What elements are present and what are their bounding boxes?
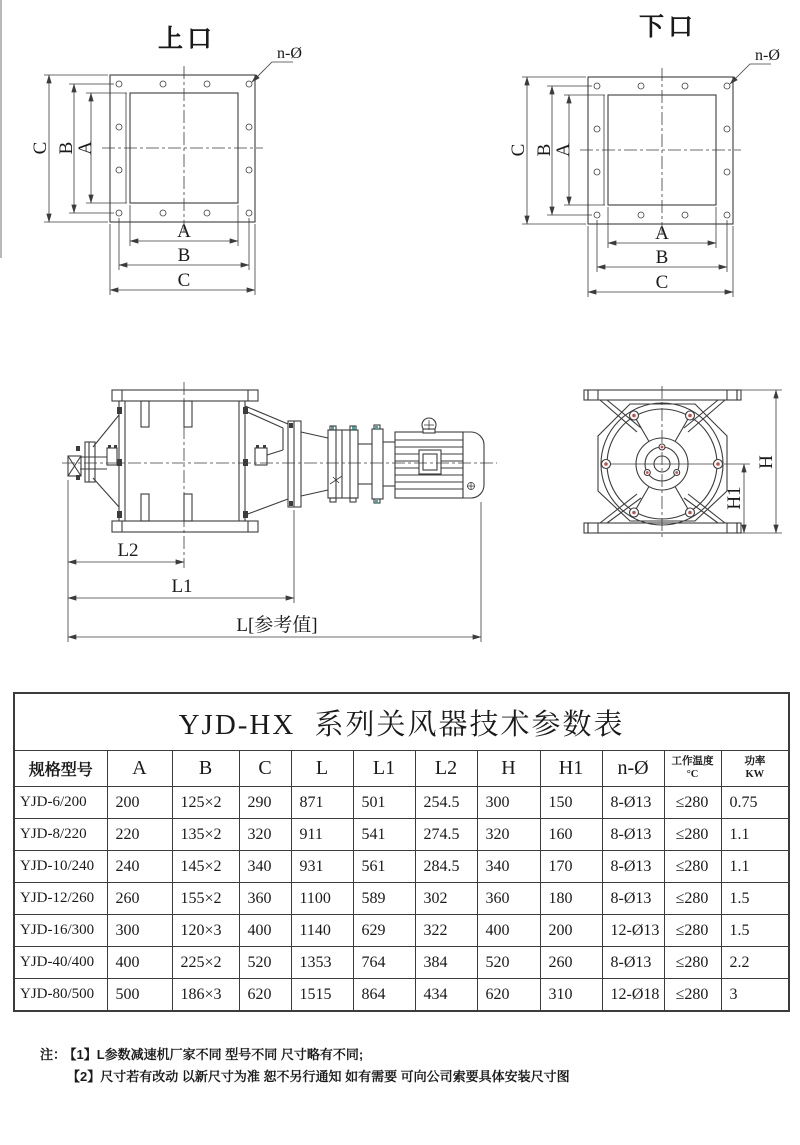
table-cell: 300 xyxy=(477,787,540,819)
table-cell: 541 xyxy=(353,819,415,851)
col-header-l2: L2 xyxy=(415,751,477,787)
table-cell: 400 xyxy=(107,947,172,979)
table-cell: 400 xyxy=(239,915,291,947)
table-cell: 200 xyxy=(540,915,602,947)
col-header-bolt: n-Ø xyxy=(602,751,664,787)
table-cell: 240 xyxy=(107,851,172,883)
table-cell: YJD-10/240 xyxy=(14,851,107,883)
table-cell: 629 xyxy=(353,915,415,947)
scan-edge-artifact xyxy=(0,0,2,258)
col-header-b: B xyxy=(172,751,239,787)
table-row xyxy=(14,819,789,851)
flange-drawing-top-port xyxy=(30,45,302,295)
table-cell: ≤280 xyxy=(664,883,721,915)
table-row xyxy=(14,883,789,915)
table-cell: 300 xyxy=(107,915,172,947)
notes xyxy=(40,1044,570,1088)
table-cell: 186×3 xyxy=(172,979,239,1012)
table-cell: 1.1 xyxy=(721,851,789,883)
table-cell: 340 xyxy=(239,851,291,883)
table-cell: ≤280 xyxy=(664,851,721,883)
table-cell: 384 xyxy=(415,947,477,979)
table-cell: 254.5 xyxy=(415,787,477,819)
table-cell: 1140 xyxy=(291,915,353,947)
table-cell: 322 xyxy=(415,915,477,947)
notes-prefix: 注： xyxy=(40,1047,67,1062)
table-cell: 911 xyxy=(291,819,353,851)
table-cell: 120×3 xyxy=(172,915,239,947)
table-title-row xyxy=(14,693,789,751)
table-cell: 764 xyxy=(353,947,415,979)
coupling-bolt-marks xyxy=(331,426,378,503)
table-cell: 340 xyxy=(477,851,540,883)
table-cell: 400 xyxy=(477,915,540,947)
table-cell: 589 xyxy=(353,883,415,915)
table-cell: 1353 xyxy=(291,947,353,979)
table-cell: 8-Ø13 xyxy=(602,851,664,883)
table-cell: 864 xyxy=(353,979,415,1012)
table-cell: 320 xyxy=(477,819,540,851)
dim-label-l-reference: L[参考值] xyxy=(236,615,318,636)
table-cell: 125×2 xyxy=(172,787,239,819)
table-cell: 360 xyxy=(239,883,291,915)
table-cell: 1100 xyxy=(291,883,353,915)
table-cell: 3 xyxy=(721,979,789,1012)
table-cell: ≤280 xyxy=(664,979,721,1012)
table-cell: 274.5 xyxy=(415,819,477,851)
table-cell: 1.1 xyxy=(721,819,789,851)
table-cell: YJD-12/260 xyxy=(14,883,107,915)
note-1-text: 【1】L参数减速机厂家不同 型号不同 尺寸略有不同; xyxy=(70,1047,364,1062)
table-cell: YJD-6/200 xyxy=(14,787,107,819)
table-cell: YJD-40/400 xyxy=(14,947,107,979)
col-header-l: L xyxy=(291,751,353,787)
table-cell: 290 xyxy=(239,787,291,819)
dim-label-h: H xyxy=(756,455,777,469)
table-cell: YJD-16/300 xyxy=(14,915,107,947)
col-header-power-line2: KW xyxy=(745,768,765,780)
col-header-h: H xyxy=(477,751,540,787)
col-header-power-line1: 功率 xyxy=(744,756,766,768)
table-header-row xyxy=(14,751,789,787)
side-view-drawing xyxy=(62,382,497,642)
table-cell: 2.2 xyxy=(721,947,789,979)
table-cell: 302 xyxy=(415,883,477,915)
col-header-temp-line2: °C xyxy=(686,768,699,780)
spec-table xyxy=(13,692,790,1012)
table-cell: 0.75 xyxy=(721,787,789,819)
col-header-l1: L1 xyxy=(353,751,415,787)
col-header-model: 规格型号 xyxy=(14,751,107,787)
table-cell: YJD-80/500 xyxy=(14,979,107,1012)
table-cell: 12-Ø13 xyxy=(602,915,664,947)
note-line-1 xyxy=(40,1044,570,1066)
col-header-temp xyxy=(664,751,721,787)
table-cell: 12-Ø18 xyxy=(602,979,664,1012)
note-line-2 xyxy=(40,1066,570,1088)
col-header-temp-line1: 工作温度 xyxy=(671,756,714,768)
table-row xyxy=(14,915,789,947)
table-cell: ≤280 xyxy=(664,947,721,979)
table-cell: 200 xyxy=(107,787,172,819)
table-cell: 520 xyxy=(239,947,291,979)
dim-label-h1: H1 xyxy=(724,486,745,510)
table-cell: 501 xyxy=(353,787,415,819)
table-cell: 434 xyxy=(415,979,477,1012)
dim-label-l2: L2 xyxy=(117,540,139,561)
end-view-drawing xyxy=(584,386,782,540)
table-title: YJD-HX 系列关风器技术参数表 xyxy=(14,693,789,751)
table-cell: 620 xyxy=(239,979,291,1012)
col-header-h1: H1 xyxy=(540,751,602,787)
table-cell: 561 xyxy=(353,851,415,883)
table-cell: 284.5 xyxy=(415,851,477,883)
table-cell: 150 xyxy=(540,787,602,819)
table-cell: 871 xyxy=(291,787,353,819)
table-cell: 500 xyxy=(107,979,172,1012)
col-header-a: A xyxy=(107,751,172,787)
col-header-power xyxy=(721,751,789,787)
table-row xyxy=(14,787,789,819)
table-cell: 225×2 xyxy=(172,947,239,979)
table-cell: 155×2 xyxy=(172,883,239,915)
table-cell: ≤280 xyxy=(664,915,721,947)
table-cell: YJD-8/220 xyxy=(14,819,107,851)
table-cell: 170 xyxy=(540,851,602,883)
table-cell: 360 xyxy=(477,883,540,915)
table-cell: 8-Ø13 xyxy=(602,947,664,979)
table-cell: 1515 xyxy=(291,979,353,1012)
spec-table-body xyxy=(14,787,789,1012)
table-cell: 320 xyxy=(239,819,291,851)
table-cell: 180 xyxy=(540,883,602,915)
table-cell: ≤280 xyxy=(664,787,721,819)
top-port-title: 上口 xyxy=(157,26,217,53)
col-header-c: C xyxy=(239,751,291,787)
table-cell: 135×2 xyxy=(172,819,239,851)
table-cell: 1.5 xyxy=(721,883,789,915)
flange-drawing-bottom-port xyxy=(508,47,780,297)
table-cell: 260 xyxy=(540,947,602,979)
table-cell: 160 xyxy=(540,819,602,851)
table-cell: 220 xyxy=(107,819,172,851)
table-cell: ≤280 xyxy=(664,819,721,851)
table-cell: 1.5 xyxy=(721,915,789,947)
table-cell: 8-Ø13 xyxy=(602,883,664,915)
table-cell: 8-Ø13 xyxy=(602,819,664,851)
table-row xyxy=(14,851,789,883)
dim-label-l1: L1 xyxy=(171,576,193,597)
table-row xyxy=(14,947,789,979)
table-cell: 8-Ø13 xyxy=(602,787,664,819)
table-cell: 620 xyxy=(477,979,540,1012)
table-cell: 145×2 xyxy=(172,851,239,883)
table-row xyxy=(14,979,789,1012)
table-cell: 310 xyxy=(540,979,602,1012)
note-2-text: 【2】尺寸若有改动 以新尺寸为准 恕不另行通知 如有需要 可向公司索要具体安装尺寸图 xyxy=(67,1069,570,1084)
table-cell: 520 xyxy=(477,947,540,979)
bottom-port-title: 下口 xyxy=(638,14,698,41)
table-cell: 931 xyxy=(291,851,353,883)
table-cell: 260 xyxy=(107,883,172,915)
